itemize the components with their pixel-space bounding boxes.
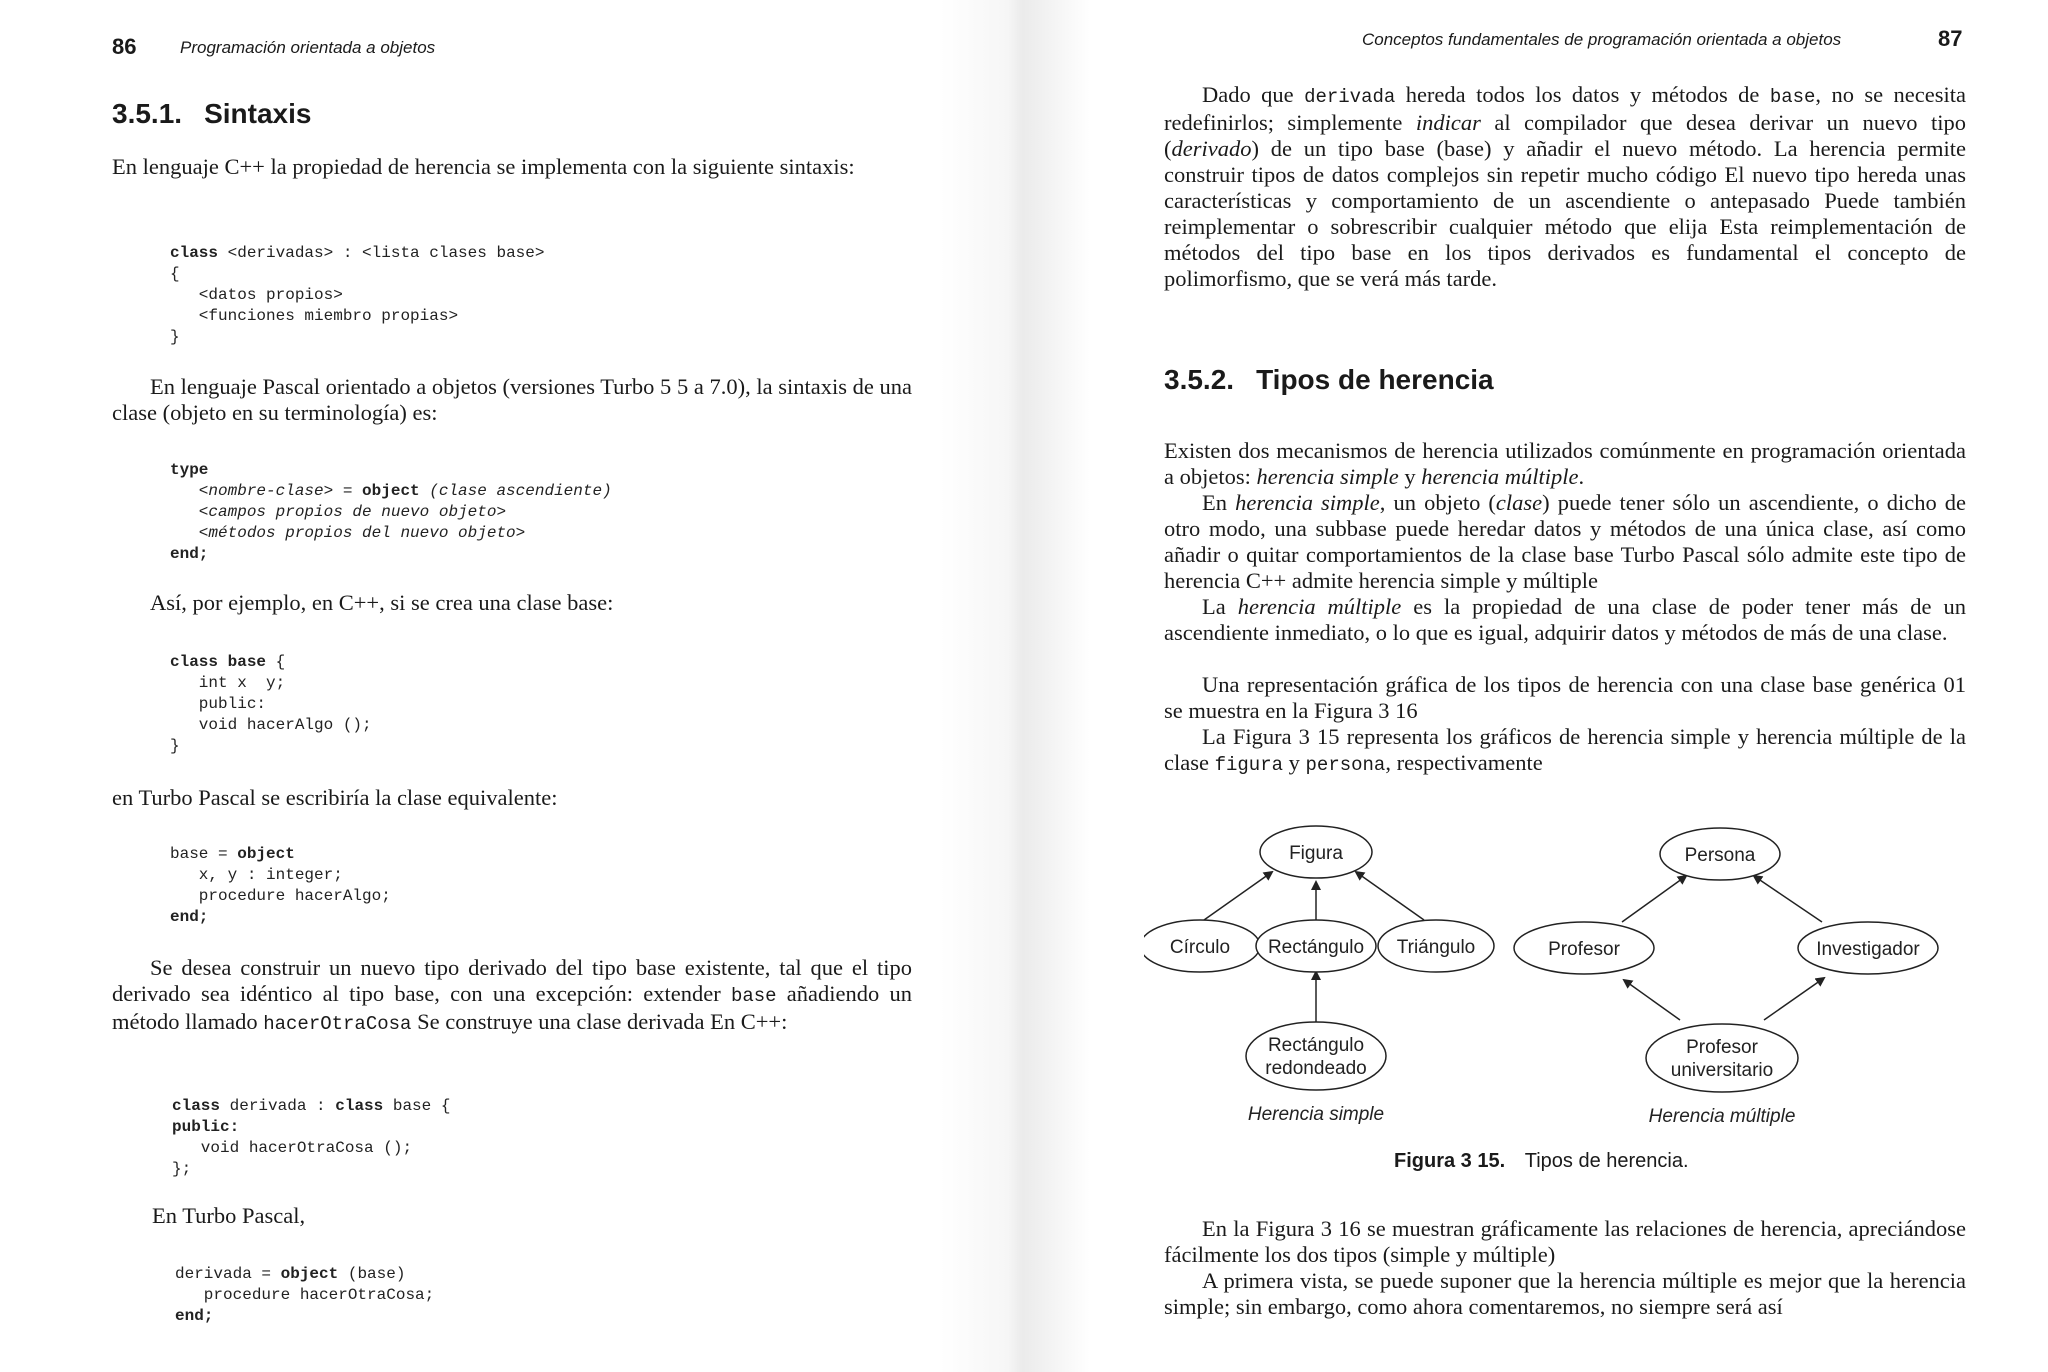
paragraph-derived-intro: Se desea construir un nuevo tipo derivado del tipo base existente, tal que el tipo derivado sea idéntico al tipo base, con una excepción: extender base añadiendo un método llamado hacerOtraCosa Se construye una clase derivada En C++: — [112, 955, 912, 1035]
running-head-right: Conceptos fundamentales de programación orientada a objetos — [1362, 30, 1842, 49]
paragraph-simple-inheritance: En herencia simple, un objeto (clase) puede tener sólo un ascendiente, o dicho de otro modo, una subbase puede heredar datos y métodos de una única clase, así como añadir o quitar comportamientos de la clase base Turbo Pascal sólo admite este tipo de herencia C++ admite herencia simple y múltiple — [1164, 490, 1967, 593]
label-figura: Figura — [1289, 843, 1343, 864]
label-circulo: Círculo — [1169, 937, 1231, 958]
section-heading-3-5-2 — [1164, 364, 1494, 396]
node-rectangulo-redondeado — [1246, 1022, 1386, 1090]
paragraph-cpp-syntax-intro: En lenguaje C++ la propiedad de herencia se implementa con la siguiente sintaxis: — [112, 154, 855, 179]
paragraph-pascal-syntax-intro: En lenguaje Pascal orientado a objetos (versiones Turbo 5 5 a 7.0), la sintaxis de una clase (objeto en su terminología) es: — [112, 374, 912, 425]
section-title: Sintaxis — [204, 98, 312, 129]
section-number: 3.5.1. — [112, 98, 183, 129]
label-triangulo: Triángulo — [1396, 937, 1476, 958]
label-profesor: Profesor — [1548, 939, 1620, 960]
edge-investigador-persona — [1754, 876, 1822, 922]
figure-title: Tipos de herencia. — [1524, 1150, 1689, 1172]
label-rectangulo-redondeado-1: Rectángulo — [1267, 1035, 1365, 1056]
paragraph-pascal-base-intro: en Turbo Pascal se escribiría la clase equivalente: — [112, 785, 558, 810]
label-profesor-universitario-2: universitario — [1670, 1060, 1774, 1081]
section-title: Tipos de herencia — [1256, 364, 1494, 395]
page-number-left: 86 — [112, 34, 137, 59]
caption-herencia-simple: Herencia simple — [1247, 1104, 1385, 1125]
figure-inheritance-diagram — [1144, 820, 2004, 1140]
label-investigador: Investigador — [1816, 939, 1920, 960]
paragraph-derived-explanation: Dado que derivada hereda todos los datos y métodos de base, no se necesita redefinirlos; simplemente indicar al compilador que desea derivar un nuevo tipo (derivado) de un tipo base (base) y añadir el nuevo método. La herencia permite construir tipos de datos complejos sin repetir mucho código El nuevo tipo hereda unas características y comportamiento de un ascendiente o antepasado Puede también reimplementar o sobrescribir cualquier método que elija Esta reimplementación de métodos del tipo base en los tipos derivados es fundamental el concepto de polimorfismo, que se verá más tarde. — [1164, 82, 1966, 291]
code-block-pascal-base: base = object x, y : integer; procedure hacerAlgo; end; — [170, 845, 391, 926]
paragraph-graphic-representation: Una representación gráfica de los tipos de herencia con una clase base genérica 01 se muestra en la Figura 3 16 — [1164, 672, 1966, 723]
paragraph-figure-3-16: En la Figura 3 16 se muestran gráficamente las relaciones de herencia, apreciándose fácilmente los dos tipos (simple y múltiple) — [1164, 1216, 1966, 1267]
edge-univ-profesor — [1624, 980, 1680, 1020]
page-number-right: 87 — [1938, 26, 1963, 51]
paragraph-multiple-inheritance: La herencia múltiple es la propiedad de una clase de poder tener más de un ascendiente inmediato, o lo que es igual, adquirir datos y métodos de más de una clase. — [1164, 594, 1966, 645]
figure-caption — [1394, 1150, 1689, 1173]
paragraph-turbo-pascal-derived-intro: En Turbo Pascal, — [152, 1203, 306, 1228]
code-block-cpp-base: class base { int x y; public: void hacerAlgo (); } — [170, 653, 372, 755]
code-block-pascal-derived: derivada = object (base) procedure hacerOtraCosa; end; — [175, 1265, 435, 1325]
paragraph-inheritance-types: Existen dos mecanismos de herencia utilizados comúnmente en programación orientada a objetos: herencia simple y herencia múltiple. — [1164, 438, 1966, 489]
paragraph-multiple-vs-simple: A primera vista, se puede suponer que la herencia múltiple es mejor que la herencia simple; sin embargo, como ahora comentaremos, no siempre será así — [1164, 1268, 1966, 1319]
label-rectangulo-redondeado-2: redondeado — [1265, 1058, 1367, 1079]
label-rectangulo: Rectángulo — [1267, 937, 1365, 958]
section-heading-3-5-1 — [112, 98, 311, 130]
caption-herencia-multiple: Herencia múltiple — [1648, 1106, 1796, 1127]
code-block-cpp-syntax: class <derivadas> : <lista clases base> { <datos propios> <funciones miembro propias> } — [170, 244, 545, 346]
paragraph-cpp-base-intro: Así, por ejemplo, en C++, si se crea una clase base: — [150, 590, 614, 615]
edge-circulo-figura — [1204, 872, 1272, 920]
code-block-cpp-derived: class derivada : class base { public: void hacerOtraCosa (); }; — [172, 1097, 451, 1178]
paragraph-figure-reference: La Figura 3 15 representa los gráficos de herencia simple y herencia múltiple de la clase figura y persona, respectivamente — [1164, 724, 1966, 776]
code-block-pascal-syntax: type <nombre-clase> = object (clase ascendiente) <campos propios de nuevo objeto> <métodos propios del nuevo objeto> end; — [170, 461, 612, 563]
section-number: 3.5.2. — [1164, 364, 1235, 395]
label-profesor-universitario-1: Profesor — [1686, 1037, 1758, 1058]
node-profesor-universitario — [1646, 1024, 1798, 1092]
right-page — [1024, 0, 2048, 1372]
edge-triangulo-figura — [1356, 872, 1424, 920]
label-persona: Persona — [1684, 845, 1756, 866]
figure-label: Figura 3 15. — [1394, 1150, 1506, 1172]
running-head-left: Programación orientada a objetos — [180, 38, 436, 57]
edge-profesor-persona — [1622, 876, 1686, 922]
edge-univ-investigador — [1764, 978, 1824, 1020]
